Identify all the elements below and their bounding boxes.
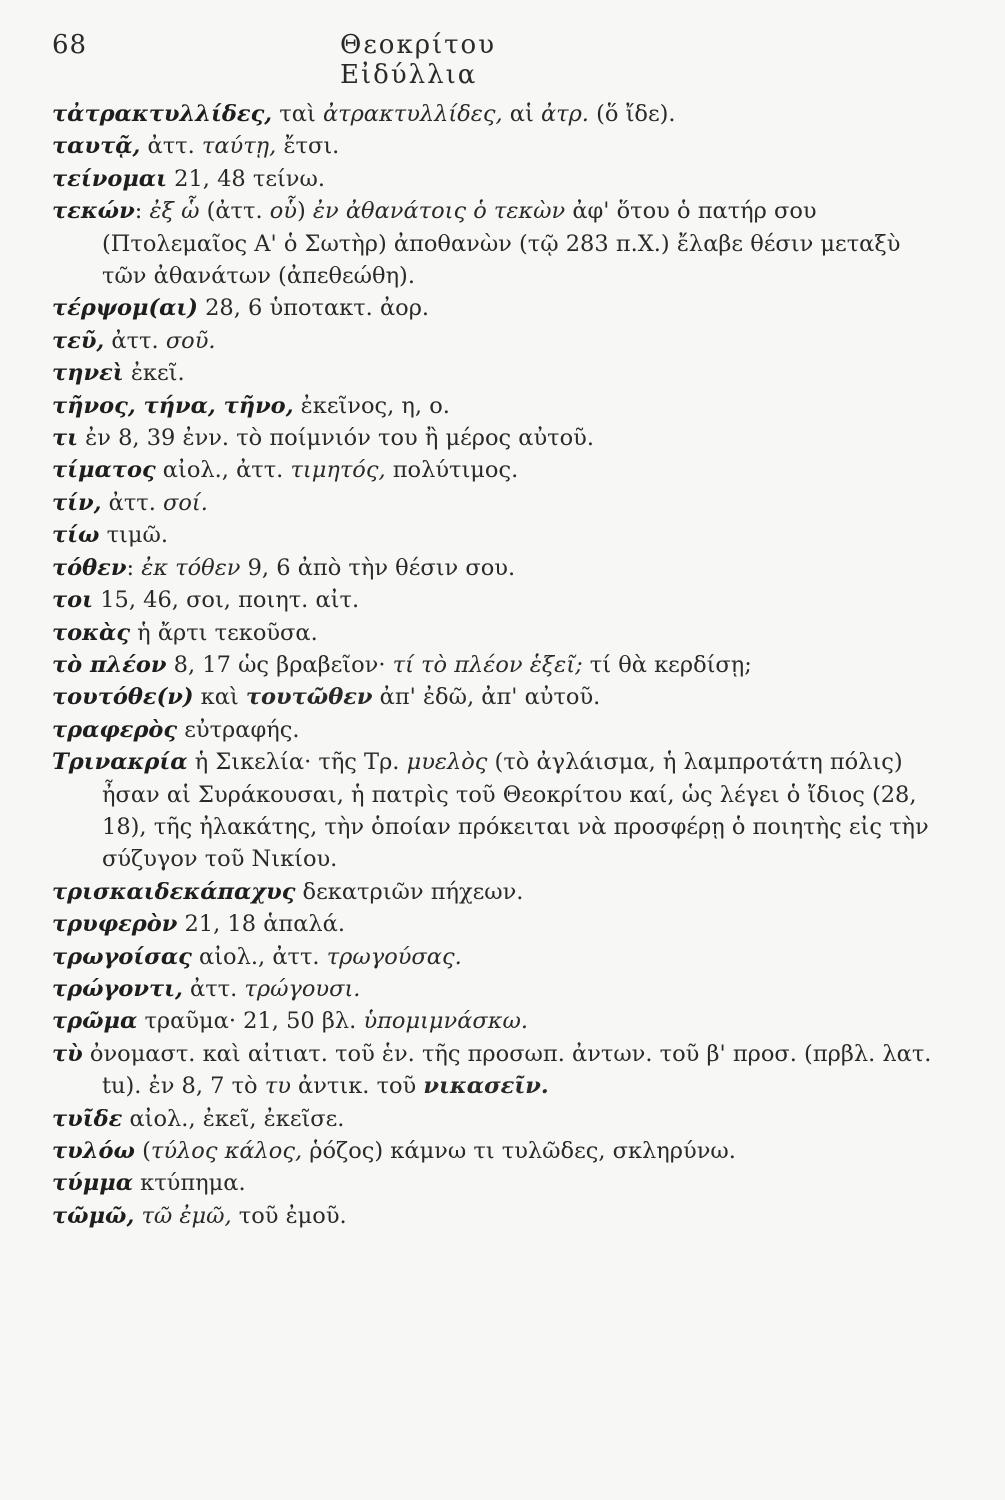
gloss-italic: τυ — [264, 1073, 291, 1100]
headword: τοι — [52, 587, 94, 614]
glossary-entry — [52, 876, 952, 908]
gloss-italic: σοῦ. — [165, 327, 216, 354]
gloss-italic: σοί. — [163, 489, 208, 516]
gloss: ῥόζος) κάμνω τι τυλῶδες, σκληρύνω. — [302, 1138, 736, 1164]
gloss: ἀττ. — [104, 327, 166, 354]
headword: Τρινακρία — [52, 749, 188, 776]
glossary-entry — [52, 325, 952, 357]
gloss: (τὸ ἀγλάισμα, ἡ λαμπροτάτη πόλις) ἦσαν αἱ Συράκουσαι, ἡ πατρὶς τοῦ Θεοκρίτου καί, ὡς λέγει ὁ ἴδιος (28, 18), τῆς ἠλακάτης, τὴν ὁποίαν πρόκειται νὰ προσφέρῃ ὁ ποιητὴς εἰς τὴν σύζυγον τοῦ Νικίου. — [102, 749, 929, 873]
gloss: 21, 48 τείνω. — [167, 165, 325, 192]
gloss: 9, 6 ἀπὸ τὴν θέσιν σου. — [240, 554, 516, 581]
glossary-entry — [52, 195, 952, 292]
gloss: τραῦμα· 21, 50 βλ. — [137, 1008, 364, 1035]
gloss: 21, 18 ἁπαλά. — [177, 911, 345, 938]
glossary-entry — [52, 130, 952, 162]
headword: τὸ πλέον — [52, 651, 167, 678]
gloss: (ἀττ. — [199, 198, 270, 225]
headword: ταυτᾷ, — [52, 133, 141, 160]
headword: τὺ — [52, 1040, 83, 1067]
gloss: ) — [296, 198, 313, 225]
headword-variant: νικασεῖν. — [423, 1073, 549, 1100]
glossary-entry — [52, 714, 952, 746]
gloss: καὶ — [193, 684, 246, 711]
glossary-entry — [52, 422, 952, 454]
gloss: ἔτσι. — [276, 133, 340, 160]
gloss: εὐτραφής. — [177, 716, 300, 743]
gloss-italic: ἐξ ὧ — [149, 198, 200, 225]
gloss: ἀπ' ἐδῶ, ἀπ' αὐτοῦ. — [372, 684, 601, 711]
headword: τρισκαιδεκάπαχυς — [52, 878, 296, 905]
headword: τρωγοίσας — [52, 943, 192, 970]
glossary-entry — [52, 1200, 952, 1232]
gloss-italic: τρωγούσας. — [326, 943, 462, 970]
headword: τι — [52, 425, 79, 452]
gloss: δεκατριῶν πήχεων. — [295, 878, 524, 905]
headword: τεῦ, — [52, 327, 105, 354]
headword: τίματος — [52, 457, 156, 484]
gloss: ἀφ' ὅτου ὁ πατήρ σου (Πτολεμαῖος Α' ὁ Σωτὴρ) ἀποθανὼν (τῷ 283 π.Χ.) ἔλαβε θέσιν μεταξὺ τῶν ἀθανάτων (ἀπεθεώθη). — [102, 198, 901, 290]
gloss: ἡ Σικελία· τῆς Τρ. — [187, 749, 407, 776]
glossary-entry — [52, 390, 952, 422]
glossary-entry — [52, 681, 952, 713]
gloss-italic: οὗ — [269, 198, 297, 225]
glossary-entry — [52, 617, 952, 649]
headword: τείνομαι — [52, 165, 167, 192]
gloss: ἀντικ. τοῦ — [290, 1073, 424, 1100]
glossary-entry — [52, 584, 952, 616]
glossary-entry — [52, 163, 952, 195]
glossary-entry — [52, 908, 952, 940]
glossary-entry — [52, 973, 952, 1005]
glossary-entry — [52, 1005, 952, 1037]
gloss-italic: ἀτρακτυλλίδες, — [322, 101, 503, 127]
gloss: ἡ ἄρτι τεκοῦσα. — [130, 619, 318, 646]
gloss: αἰολ., ἀττ. — [155, 457, 291, 484]
gloss: κτύπημα. — [133, 1170, 246, 1197]
gloss-italic: τί τὸ πλέον ἑξεῖ; — [392, 651, 583, 678]
gloss-italic: τρώγουσι. — [244, 975, 361, 1002]
gloss-italic: τιμητός, — [290, 457, 386, 484]
gloss: 8, 17 ὡς βραβεῖον· — [166, 651, 393, 678]
glossary-entry — [52, 1038, 952, 1103]
gloss: 28, 6 ὑποτακτ. ἀορ. — [197, 295, 430, 322]
gloss: ( — [134, 1138, 151, 1164]
glossary-entry — [52, 1135, 952, 1167]
headword: τόθεν — [52, 554, 127, 581]
headword: τρυφερὸν — [52, 911, 178, 938]
gloss-italic: ταύτῃ, — [201, 133, 277, 160]
glossary-entry — [52, 746, 952, 876]
headword: τυῖδε — [52, 1105, 123, 1132]
gloss: τί θὰ κερδίσῃ; — [582, 651, 752, 678]
page-number: 68 — [52, 30, 88, 60]
gloss: αἱ — [502, 101, 541, 127]
gloss: (ὅ ἴδε). — [588, 101, 676, 127]
running-header — [52, 30, 612, 90]
headword: τυλόω — [52, 1138, 135, 1164]
gloss: τιμῶ. — [99, 522, 168, 549]
gloss: : — [134, 198, 150, 225]
glossary-entries — [52, 98, 952, 1232]
gloss: ἀττ. — [140, 133, 202, 160]
headword-variant: τουτῶθεν — [245, 684, 373, 711]
gloss-italic: ἐκ τόθεν — [141, 554, 241, 581]
glossary-entry — [52, 649, 952, 681]
glossary-entry — [52, 292, 952, 324]
glossary-entry — [52, 1167, 952, 1199]
headword: τρώγοντι, — [52, 975, 183, 1002]
headword: τηνεὶ — [52, 360, 124, 387]
glossary-entry — [52, 98, 952, 130]
gloss-italic: ὑπομιμνάσκω. — [363, 1008, 529, 1035]
headword: τἀτρακτυλλίδες, — [52, 101, 273, 127]
headword: τίν, — [52, 489, 102, 516]
gloss: ἐκεῖνος, η, ο. — [293, 392, 450, 419]
gloss: αἰολ., ἐκεῖ, ἐκεῖσε. — [122, 1105, 345, 1132]
running-title: Θεοκρίτου Εἰδύλλια — [340, 30, 497, 90]
glossary-entry — [52, 1103, 952, 1135]
gloss-italic: ἐν ἀθανάτοις ὁ τεκὼν — [312, 198, 566, 225]
headword: τῶμῶ, — [52, 1202, 135, 1229]
gloss: τοῦ ἐμοῦ. — [231, 1202, 347, 1229]
glossary-entry — [52, 487, 952, 519]
gloss-italic: ἀτρ. — [540, 101, 589, 127]
glossary-entry — [52, 357, 952, 389]
headword: τουτόθε(ν) — [52, 684, 194, 711]
gloss: ἐν 8, 39 ἐνν. τὸ ποίμνιόν του ἢ μέρος αὐτοῦ. — [78, 425, 594, 452]
gloss-italic: μυελὸς — [406, 749, 488, 776]
gloss: ἀττ. — [101, 489, 164, 516]
gloss: πολύτιμος. — [385, 457, 519, 484]
gloss-italic: τῶ ἐμῶ, — [141, 1202, 232, 1229]
gloss: ἐκεῖ. — [123, 360, 185, 387]
glossary-entry — [52, 454, 952, 486]
headword: τρῶμα — [52, 1008, 138, 1035]
gloss: ἀττ. — [182, 975, 245, 1002]
gloss: : — [126, 554, 142, 581]
glossary-entry — [52, 552, 952, 584]
gloss-italic: τύλος κάλος, — [150, 1138, 303, 1164]
headword: τεκών — [52, 198, 135, 225]
gloss: αἰολ., ἀττ. — [191, 943, 327, 970]
glossary-entry — [52, 519, 952, 551]
headword: τῆνος, τήνα, τῆνο, — [52, 392, 294, 419]
headword: τίω — [52, 522, 100, 549]
glossary-entry — [52, 941, 952, 973]
headword: τοκὰς — [52, 619, 131, 646]
headword: τύμμα — [52, 1170, 134, 1197]
gloss: ὀνομαστ. καὶ αἰτιατ. τοῦ ἑν. τῆς προσωπ. ἀντων. τοῦ β' προσ. (πρβλ. λατ. tu). ἐν 8, 7 τὸ — [82, 1040, 932, 1100]
gloss: 15, 46, σοι, ποιητ. αἰτ. — [93, 587, 360, 614]
headword: τέρψομ(αι) — [52, 295, 198, 322]
headword: τραφερὸς — [52, 716, 178, 743]
gloss: ταὶ — [272, 101, 323, 127]
